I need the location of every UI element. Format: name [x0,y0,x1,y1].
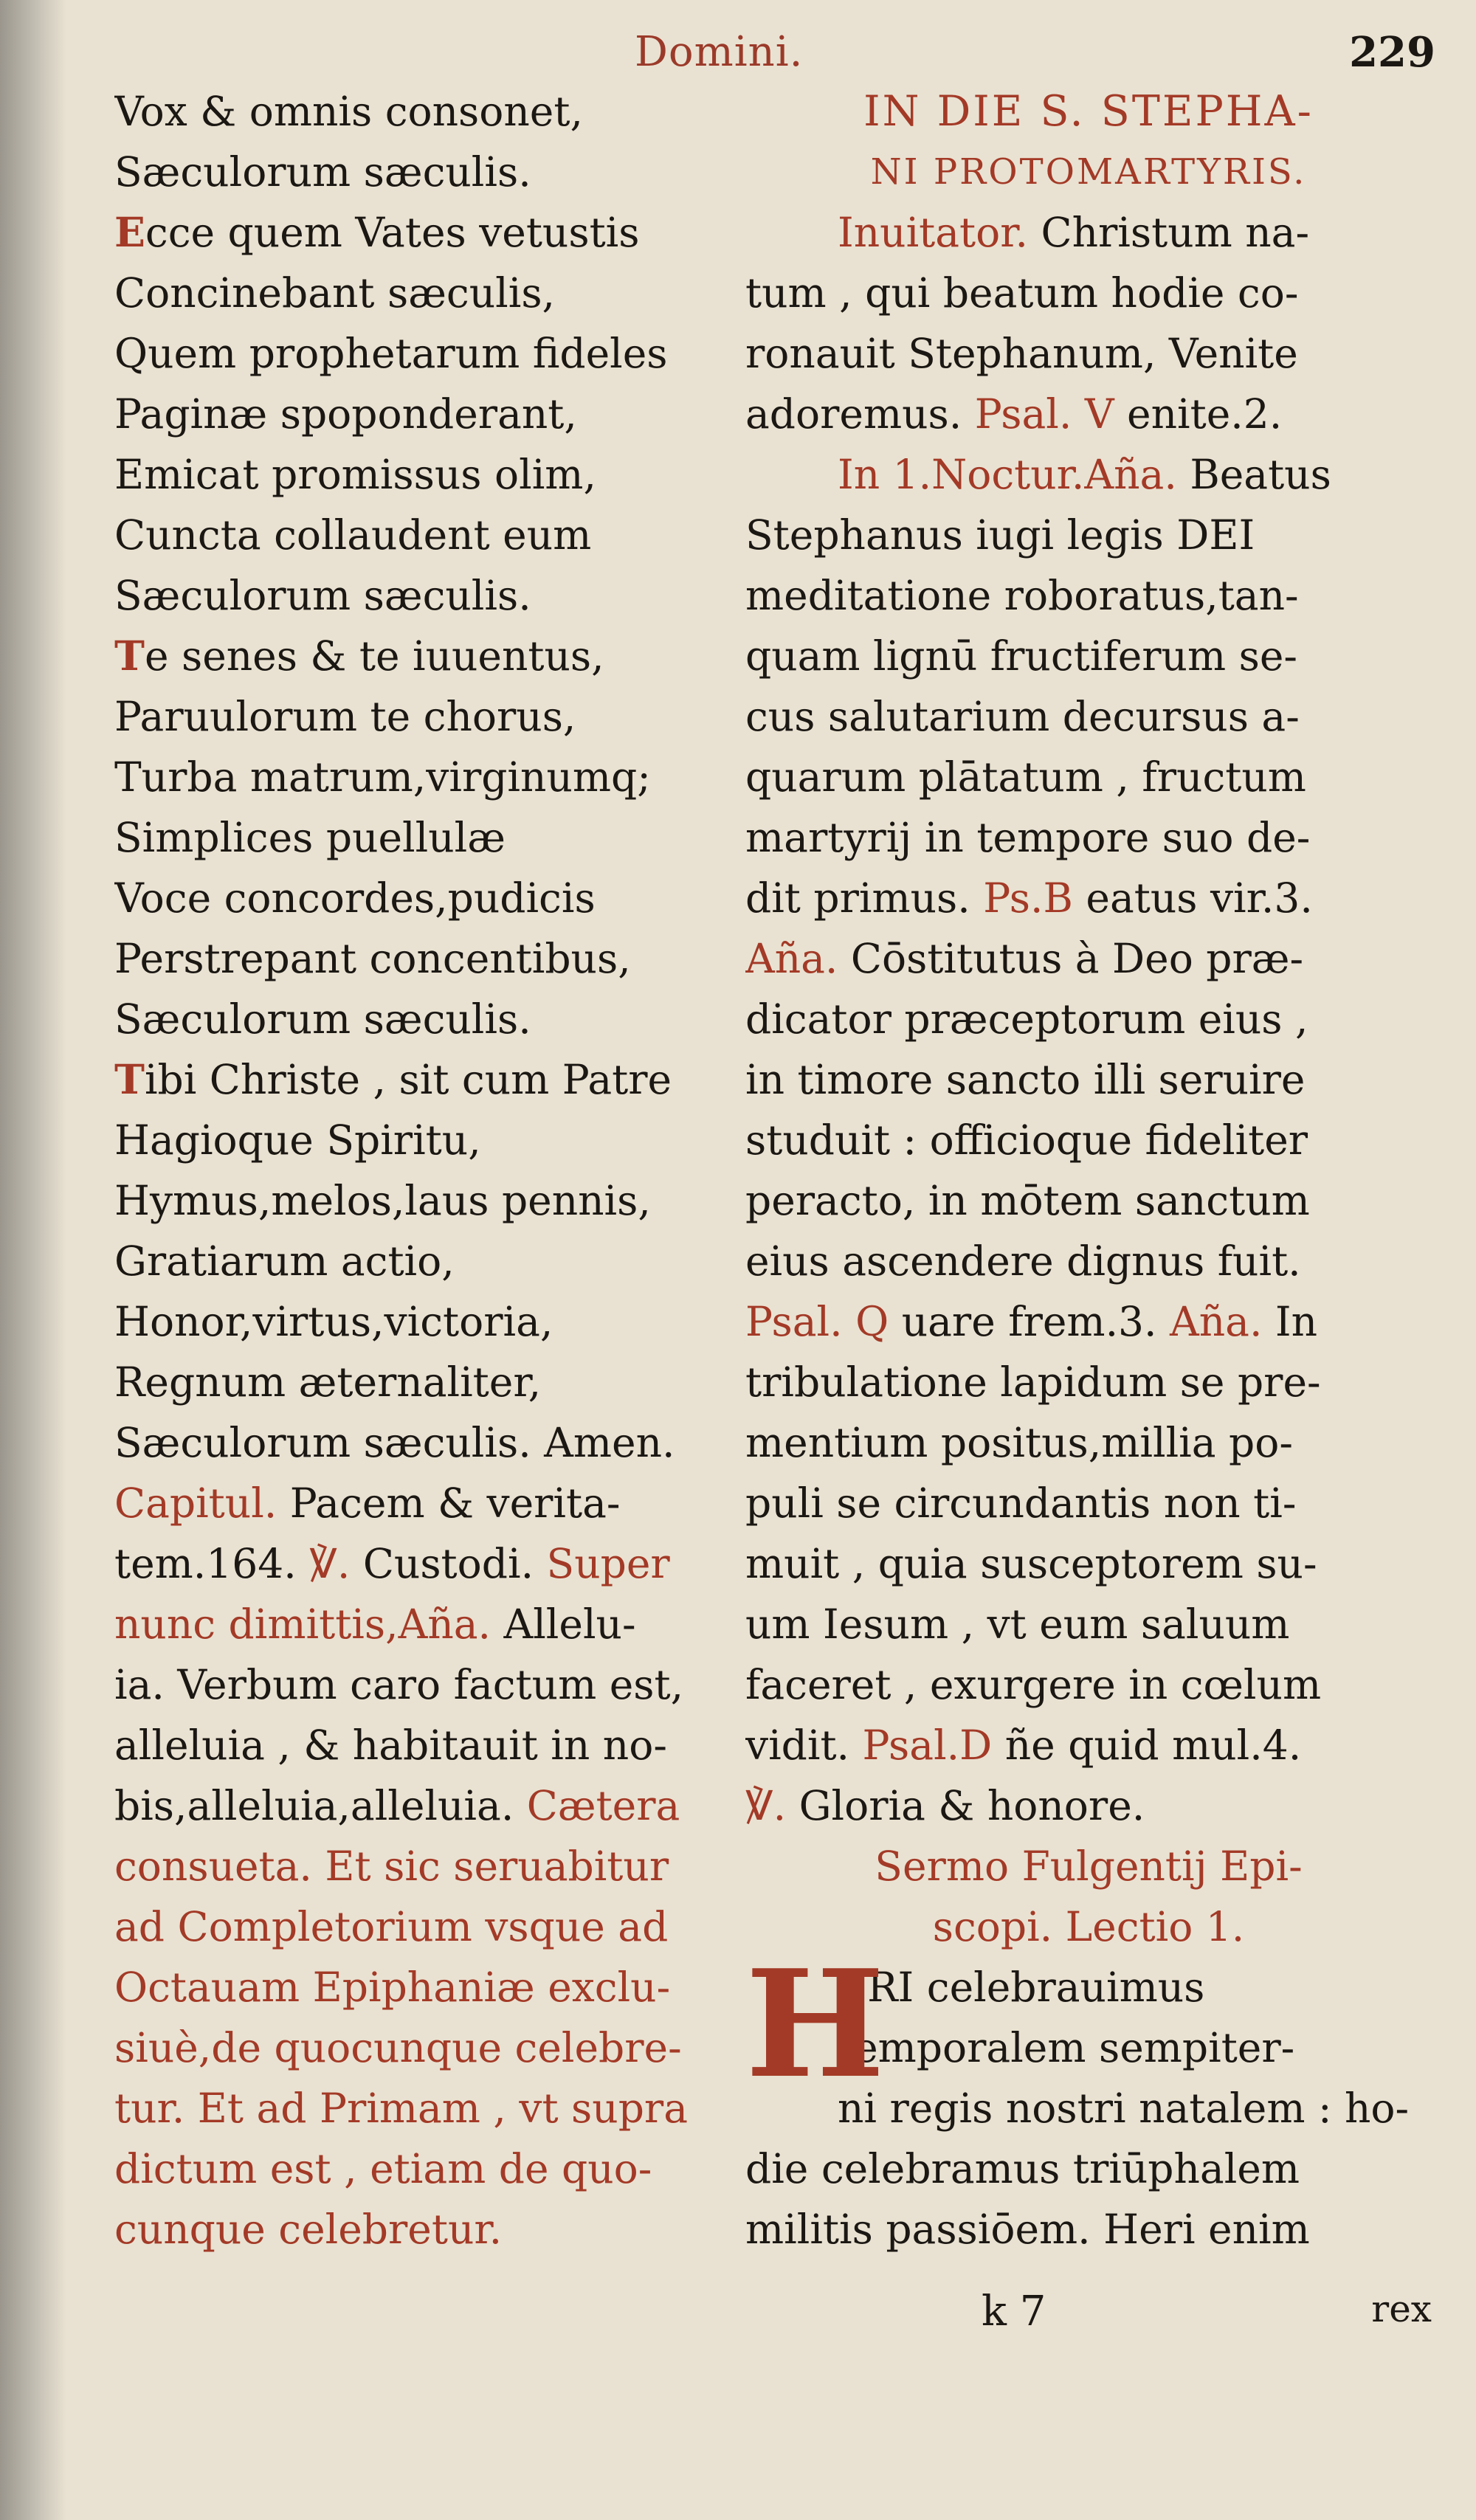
right-line [745,384,1432,444]
right-line: martyrij in tempore suo de- [745,814,1311,861]
page-number: 229 [1349,28,1435,77]
right-line: muit , quia susceptorem su- [745,1540,1317,1587]
lectio-line: militis passiōem. Heri enim [745,2206,1310,2253]
line-text: enite.2. [1127,390,1283,438]
line-text: Gloria & honore. [799,1782,1145,1829]
left-column [114,81,727,2260]
right-line: studuit : officioque fideliter [745,1116,1308,1164]
right-line: Stephanus iugi legis DEI [745,511,1255,559]
line-text: Beatus [1190,451,1331,498]
left-line: ad Completorium vsque ad [114,1903,669,1950]
rubric-text: In 1.Noctur.Aña. [838,451,1190,498]
signature-mark: k 7 [982,2288,1046,2336]
left-line: Cuncta collaudent eum [114,511,592,559]
left-line [114,1594,727,1654]
left-line: Voce concordes,pudicis [114,874,596,922]
rubric-text: Psal. V [974,390,1128,438]
lectio-line: ERI celebrauimus [838,1964,1205,2011]
right-line [745,202,1432,263]
right-line: puli se circundantis non ti- [745,1480,1297,1527]
line-text: adoremus. [745,390,975,438]
left-line: Concinebant sæculis, [114,269,556,317]
right-line: um Iesum , vt eum saluum [745,1601,1290,1648]
rubric-text: nunc dimittis,Aña. [114,1601,504,1648]
right-line [745,868,1432,928]
rubric-text: Psal. Q [745,1298,902,1345]
right-line [745,1291,1432,1352]
right-line [745,1715,1432,1775]
rubric-text: Aña. [1170,1298,1275,1345]
left-line: Paginæ spoponderant, [114,390,577,438]
left-line: ia. Verbum caro factum est, [114,1661,684,1708]
line-text: Allelu- [503,1601,636,1648]
line-text: vidit. [745,1722,863,1769]
right-line: tribulatione lapidum se pre- [745,1359,1321,1406]
right-line: IN DIE S. STEPHA- [863,87,1314,136]
left-line: Regnum æternaliter, [114,1359,542,1406]
rubric-text: Psal.D [862,1722,1005,1769]
left-line: Simplices puellulæ [114,814,506,861]
left-line: Hagioque Spiritu, [114,1116,481,1164]
right-line: cus salutarium decursus a- [745,693,1300,740]
left-line: Gratiarum actio, [114,1237,455,1285]
initial-letter: E [114,208,145,256]
left-line: Sæculorum sæculis. [114,572,531,619]
page-gutter-shadow [0,0,66,2520]
right-line: mentium positus,millia po- [745,1419,1293,1466]
line-text: ibi Christe , sit cum Patre [144,1056,672,1103]
rubric-text: ℣. [309,1540,363,1587]
line-text: In [1275,1298,1318,1345]
right-column [745,81,1432,2260]
right-line [745,1775,1432,1836]
left-line: alleluia , & habitauit in no- [114,1722,667,1769]
left-line: tur. Et ad Primam , vt supra [114,2085,688,2132]
rubric-text: Inuitator. [838,209,1041,256]
left-line: Emicat promissus olim, [114,451,596,498]
left-line: Quem prophetarum fideles [114,330,668,377]
line-text: dit primus. [745,874,984,922]
left-line: Sæculorum sæculis. [114,995,531,1043]
running-title: Domini. [635,28,804,76]
lectio-line: temporalem sempiter- [838,2024,1295,2071]
line-text: Custodi. [362,1540,547,1587]
right-line: meditatione roboratus,tan- [745,572,1299,619]
rubric-text: ℣. [745,1782,799,1829]
left-line: Sæculorum sæculis. [114,148,531,196]
line-text: tem.164. [114,1540,310,1587]
right-line: ronauit Stephanum, Venite [745,330,1298,377]
left-line: dictum est , etiam de quo- [114,2145,652,2192]
right-line: faceret , exurgere in cœlum [745,1661,1322,1708]
right-line [745,444,1432,505]
lectio-line: ni regis nostri natalem : ho- [838,2085,1410,2132]
left-line [114,202,727,263]
right-line: dicator præceptorum eius , [745,995,1308,1043]
right-line: quarum plātatum , fructum [745,753,1306,801]
left-line: Turba matrum,virginumq; [114,753,651,801]
left-line [114,626,727,686]
right-line: tum , qui beatum hodie co- [745,269,1299,317]
left-line: Vox & omnis consonet, [114,88,583,135]
right-line: scopi. Lectio 1. [932,1903,1245,1950]
left-line [114,1775,727,1836]
left-line [114,1473,727,1533]
left-line [114,1533,727,1594]
right-line [745,928,1432,989]
line-text: Cōstitutus à Deo præ- [850,935,1304,982]
line-text: ñe quid mul.4. [1004,1722,1302,1769]
left-line [114,1049,727,1110]
line-text: eatus vir.3. [1086,874,1313,922]
right-line: peracto, in mōtem sanctum [745,1177,1310,1224]
left-line: Octauam Epiphaniæ exclu- [114,1964,671,2011]
initial-letter: T [114,632,145,680]
right-line: Sermo Fulgentij Epi- [875,1843,1303,1890]
left-line: Paruulorum te chorus, [114,693,576,740]
right-line: quam lignū fructiferum se- [745,632,1297,680]
rubric-text: Cætera [526,1782,680,1829]
left-line: Perstrepant concentibus, [114,935,631,982]
left-line: cunque celebretur. [114,2206,503,2253]
left-line: Honor,virtus,victoria, [114,1298,554,1345]
lectio-line: die celebramus triūphalem [745,2145,1300,2192]
line-text: Pacem & verita- [289,1480,621,1527]
rubric-text: Capitul. [114,1480,290,1527]
line-text: e senes & te iuuentus, [144,632,604,680]
left-line: siuè,de quocunque celebre- [114,2024,682,2071]
lectio-block [745,1938,1432,2260]
rubric-text: Ps.B [983,874,1086,922]
left-line: Sæculorum sæculis. Amen. [114,1419,675,1466]
line-text: Christum na- [1041,209,1310,256]
initial-letter: T [114,1055,145,1103]
catchword: rex [1371,2288,1432,2330]
drop-cap: H [745,1938,885,2111]
rubric-text: Aña. [745,935,851,982]
left-line: Hymus,melos,laus pennis, [114,1177,651,1224]
line-text: bis,alleluia,alleluia. [114,1782,527,1829]
rubric-text: Super [546,1540,670,1587]
left-line: consueta. Et sic seruabitur [114,1843,669,1890]
line-text: cce quem Vates vetustis [145,209,640,256]
line-text: uare frem.3. [901,1298,1170,1345]
right-line: NI PROTOMARTYRIS. [870,151,1307,193]
right-line: eius ascendere dignus fuit. [745,1237,1301,1285]
right-line: in timore sancto illi seruire [745,1056,1306,1103]
